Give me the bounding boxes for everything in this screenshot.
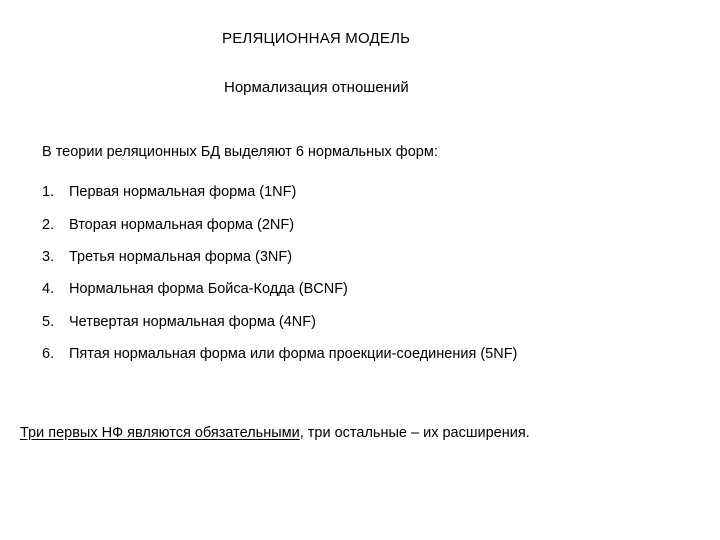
normal-forms-list [42,176,517,370]
list-item-text: Первая нормальная форма (1NF) [69,184,297,201]
list-item [42,306,517,338]
list-item-number: 2. [42,216,55,233]
list-item-text: Третья нормальная форма (3NF) [69,248,293,265]
list-item-number: 1. [42,184,55,201]
slide-title: РЕЛЯЦИОННАЯ МОДЕЛЬ [222,30,411,47]
footer-rest-text: , три остальные – их расширения. [299,425,530,441]
footer-note [20,425,530,441]
list-item-number: 3. [42,248,55,265]
list-item-number: 5. [42,313,55,330]
list-item-text: Нормальная форма Бойса-Кодда (BCNF) [69,281,348,298]
intro-text: В теории реляционных БД выделяют 6 нормальных форм: [42,144,438,160]
list-item [42,273,517,305]
list-item-number: 4. [42,281,55,298]
list-item [42,176,517,208]
list-item [42,208,517,240]
list-item [42,241,517,273]
footer-underlined-text: Три первых НФ являются обязательными [20,425,300,441]
list-item-text: Четвертая нормальная форма (4NF) [69,313,316,330]
list-item-text: Вторая нормальная форма (2NF) [69,216,295,233]
list-item-number: 6. [42,346,55,363]
slide-subtitle: Нормализация отношений [224,79,409,96]
list-item-text: Пятая нормальная форма или форма проекции-соединения (5NF) [69,346,518,363]
list-item [42,338,517,370]
